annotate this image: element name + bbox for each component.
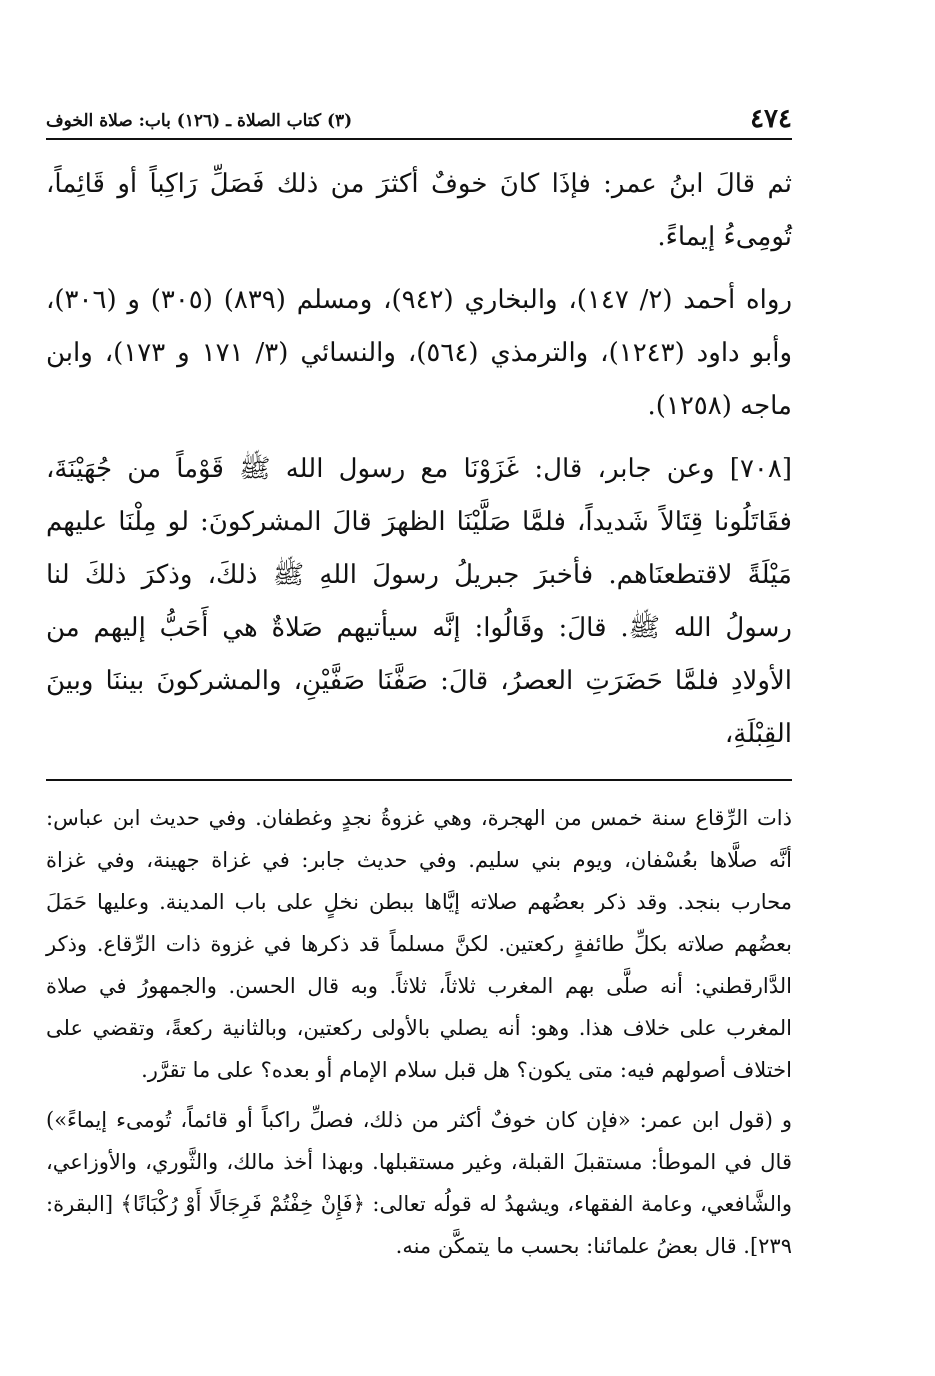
commentary-paragraph: و (قول ابن عمر: «فإن كان خوفٌ أكثر من ذلك، فصلِّ راكباً أو قائماً، تُومىء إيماءً») قال في الموطأ: مستقبلَ القبلة، وغير مستقبلها. وبهذا أخذ مالك، والثَّوري، والأوزاعي، والشَّافعي، وعامة الفقهاء، ويشهدُ له قولُه تعالى: ﴿فَإِنْ خِفْتُمْ فَرِجَالًا أَوْ رُكْبَانًا﴾ [البقرة: ٢٣٩]. قال بعضُ علمائنا: بحسب ما يتمكَّن منه. [46, 1108, 792, 1258]
commentary-text [46, 797, 792, 1267]
commentary-paragraph: ذات الرِّقاع سنة خمس من الهجرة، وهي غزوةُ نجدٍ وغطفان. وفي حديث ابن عباس: أنَّه صلَّاها بعُسْفان، ويوم بني سليم. وفي حديث جابر: في غزاة جهينة، وفي غزاة محارب بنجد. وقد ذكر بعضُهم صلاته إيَّاها ببطن نخلٍ على باب المدينة. وعليها حَمَلَ بعضُهم صلاته بكلِّ طائفةٍ ركعتين. لكنَّ مسلماً قد ذكرها في غزوة ذات الرِّقاع. وذكر الدَّارقطني: أنه صلَّى بهم المغرب ثلاثاً، ثلاثاً. وبه قال الحسن. والجمهورُ في صلاة المغرب على خلاف هذا. وهو: أنه يصلي بالأولى ركعتين، وبالثانية ركعةً، وتقضي على اختلاف أصولهم فيه: متى يكون؟ هل قبل سلام الإمام أو بعده؟ على ما تقرَّر. [46, 806, 792, 1082]
main-text [46, 158, 792, 761]
page-header [46, 96, 792, 140]
page-number: ٤٧٤ [750, 104, 792, 134]
book-page [46, 96, 792, 1275]
main-paragraph: ثم قالَ ابنُ عمر: فإذَا كانَ خوفٌ أكثرَ من ذلك فَصَلِّ رَاكِباً أو قَائِماً، تُومِىءُ إيماءً. [46, 169, 792, 252]
footnote-divider [46, 779, 792, 781]
running-title: (٣) كتاب الصلاة ـ (١٢٦) باب: صلاة الخوف [46, 111, 353, 131]
main-paragraph: رواه أحمد (٢/ ١٤٧)، والبخاري (٩٤٢)، ومسلم (٨٣٩) (٣٠٥) و (٣٠٦)، وأبو داود (١٢٤٣)، والترمذي (٥٦٤)، والنسائي (٣/ ١٧١ و ١٧٣)، وابن ماجه (١٢٥٨). [46, 285, 793, 421]
main-paragraph: [٧٠٨] وعن جابر، قال: غَزَوْنَا مع رسول الله ﷺ قَوْماً من جُهَيْنَةَ، فقَاتَلُونا قِتَالاً شَديداً، فلمَّا صَلَّيْنَا الظهرَ قالَ المشركونَ: لو مِلْنَا عليهم مَيْلَةً لاقتطعنَاهم. فأخبرَ جبريلُ رسولَ اللهِ ﷺ ذلكَ، وذكرَ ذلكَ لنا رسولُ الله ﷺ. قالَ: وقَالُوا: إنَّه سيأتيهم صَلاةٌ هي أَحَبُّ إليهم من الأولادِ فلمَّا حَضَرَتِ العصرُ، قالَ: صَفَّنَا صَفَّيْنِ، والمشركونَ بيننَا وبينَ القِبْلَةِ، [46, 454, 792, 749]
